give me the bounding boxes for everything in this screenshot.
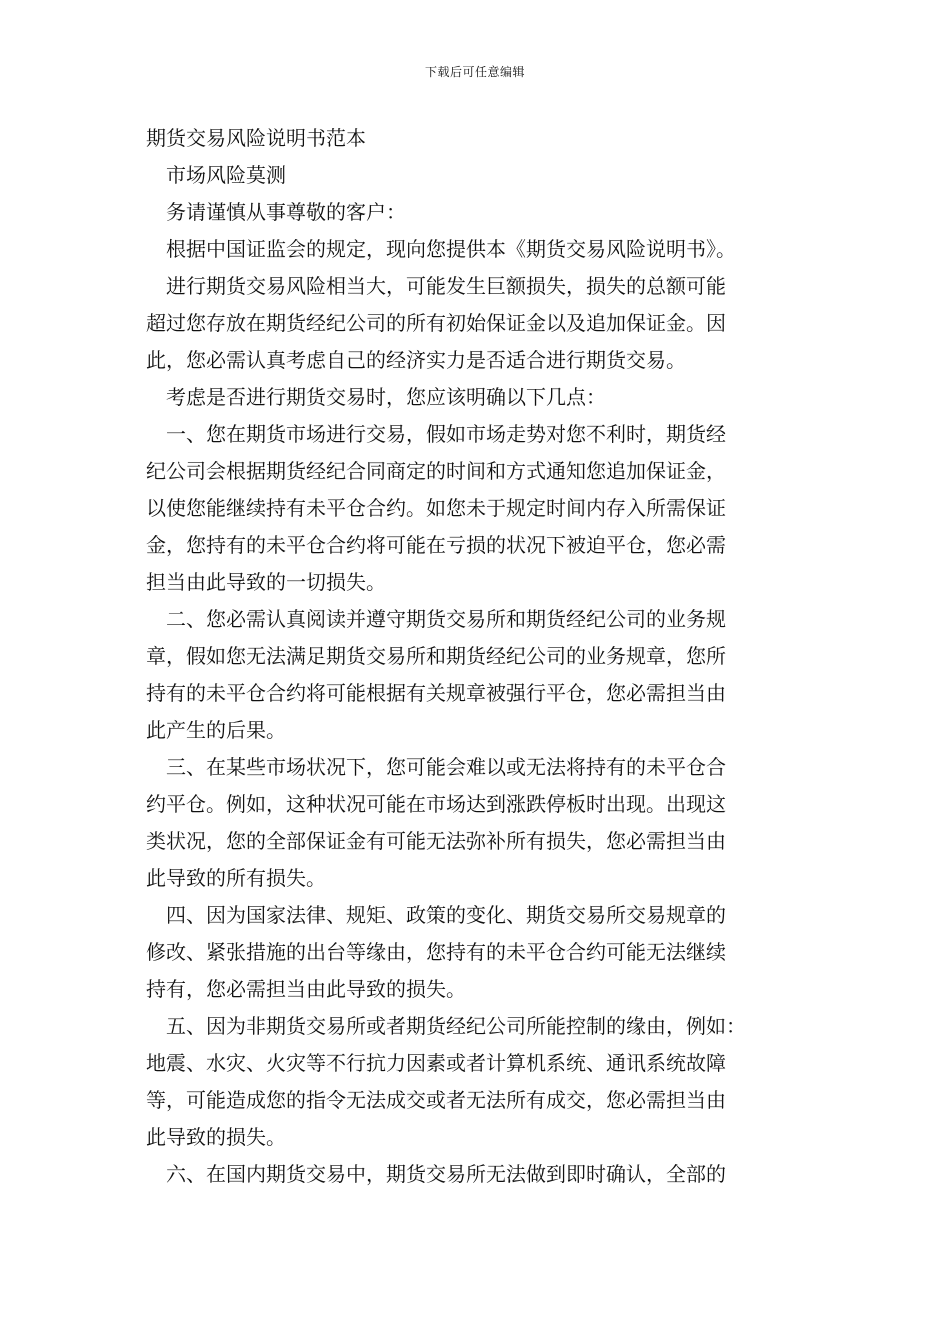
text-line: 根据中国证监会的规定，现向您提供本《期货交易风险说明书》。 [166, 237, 736, 261]
text-line: 四、因为国家法律、规矩、政策的变化、期货交易所交易规章的 [166, 903, 726, 927]
text-line: 修改、紧张措施的出台等缘由，您持有的未平仓合约可能无法继续 [146, 940, 726, 964]
text-line: 此导致的损失。 [146, 1125, 286, 1149]
text-line: 超过您存放在期货经纪公司的所有初始保证金以及追加保证金。因 [146, 311, 726, 335]
document-body [146, 120, 810, 1193]
text-line: 此，您必需认真考虑自己的经济实力是否适合进行期货交易。 [146, 348, 686, 372]
text-line: 担当由此导致的一切损失。 [146, 570, 386, 594]
text-line: 期货交易风险说明书范本 [146, 126, 366, 150]
text-line: 六、在国内期货交易中，期货交易所无法做到即时确认，全部的 [166, 1162, 726, 1186]
text-line: 金，您持有的未平仓合约将可能在亏损的状况下被迫平仓，您必需 [146, 533, 726, 557]
text-line: 市场风险莫测 [166, 163, 286, 187]
text-line: 考虑是否进行期货交易时，您应该明确以下几点： [166, 385, 606, 409]
text-line: 三、在某些市场状况下，您可能会难以或无法将持有的未平仓合 [166, 755, 726, 779]
text-line: 以使您能继续持有未平仓合约。如您未于规定时间内存入所需保证 [146, 496, 726, 520]
text-line: 类状况，您的全部保证金有可能无法弥补所有损失，您必需担当由 [146, 829, 726, 853]
text-line: 持有，您必需担当由此导致的损失。 [146, 977, 466, 1001]
text-line: 进行期货交易风险相当大，可能发生巨额损失，损失的总额可能 [166, 274, 726, 298]
text-line: 持有的未平仓合约将可能根据有关规章被强行平仓，您必需担当由 [146, 681, 726, 705]
text-line: 章，假如您无法满足期货交易所和期货经纪公司的业务规章，您所 [146, 644, 726, 668]
text-line: 此产生的后果。 [146, 718, 286, 742]
text-line: 一、您在期货市场进行交易，假如市场走势对您不利时，期货经 [166, 422, 726, 446]
text-line: 五、因为非期货交易所或者期货经纪公司所能控制的缘由，例如： [166, 1014, 746, 1038]
page-header: 下载后可任意编辑 [424, 65, 525, 79]
text-line: 等，可能造成您的指令无法成交或者无法所有成交，您必需担当由 [146, 1088, 726, 1112]
text-line: 地震、水灾、火灾等不行抗力因素或者计算机系统、通讯系统故障 [146, 1051, 726, 1075]
text-line: 此导致的所有损失。 [146, 866, 326, 890]
text-line: 二、您必需认真阅读并遵守期货交易所和期货经纪公司的业务规 [166, 607, 726, 631]
text-line: 纪公司会根据期货经纪合同商定的时间和方式通知您追加保证金， [146, 459, 726, 483]
text-line: 约平仓。例如，这种状况可能在市场达到涨跌停板时出现。出现这 [146, 792, 726, 816]
text-line: 务请谨慎从事尊敬的客户： [166, 200, 406, 224]
